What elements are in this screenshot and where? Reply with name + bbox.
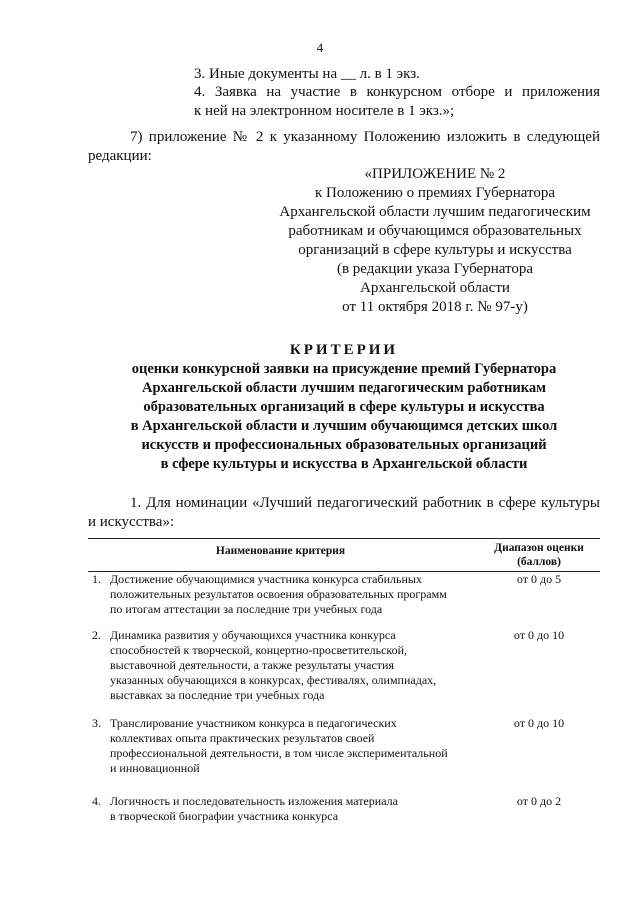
- row-range: от 0 до 10: [513, 716, 565, 730]
- subtitle-line-6: в сфере культуры и искусства в Архангельской области: [160, 456, 528, 472]
- criterion-line: Динамика развития у обучающихся участника конкурса: [110, 628, 396, 642]
- criterion-line: Достижение обучающимися участника конкурса стабильных: [110, 572, 422, 586]
- nomination-line-1: 1. Для номинации «Лучший педагогический работник в сфере культуры: [130, 495, 600, 511]
- criterion-line: указанных обучающихся в конкурсах, фестивалях, олимпиадах,: [110, 673, 437, 687]
- row-criterion: [110, 572, 485, 617]
- appendix-line-8: от 11 октября 2018 г. № 97-у): [342, 299, 528, 315]
- subtitle-line-2: Архангельской области лучшим педагогическим работникам: [142, 380, 546, 396]
- row-range: от 0 до 5: [516, 572, 562, 586]
- appendix-line-4: работникам и обучающимся образовательных: [288, 223, 582, 239]
- criteria-table: [88, 538, 600, 823]
- item-3: 3. Иные документы на __ л. в 1 экз.: [194, 66, 420, 82]
- item-4-line1: 4. Заявка на участие в конкурсном отборе и приложения: [194, 84, 600, 100]
- row-number: 4.: [92, 794, 101, 808]
- item-4-line2: к ней на электронном носителе в 1 экз.»;: [194, 103, 455, 119]
- appendix-line-3: Архангельской области лучшим педагогическим: [279, 204, 591, 220]
- subtitle-line-1: оценки конкурсной заявки на присуждение премий Губернатора: [131, 361, 557, 377]
- criterion-line: по итогам аттестации за последние три учебных года: [110, 602, 383, 616]
- row-range: от 0 до 10: [513, 628, 565, 642]
- criterion-line: профессиональной деятельности, в том числе экспериментальной: [110, 746, 448, 760]
- criterion-line: способностей к творческой, концертно-просветительской,: [110, 643, 408, 657]
- appendix-line-1: «ПРИЛОЖЕНИЕ № 2: [364, 166, 506, 182]
- row-criterion: [110, 716, 485, 776]
- row-number: 3.: [92, 716, 101, 730]
- row-number: 2.: [92, 628, 101, 642]
- subtitle-line-5: искусств и профессиональных образовательных организаций: [141, 437, 547, 453]
- criterion-line: Транслирование участником конкурса в педагогических: [110, 716, 397, 730]
- header-range-line-2: (баллов): [517, 556, 561, 568]
- appendix-line-5: организаций в сфере культуры и искусства: [298, 242, 572, 258]
- criterion-line: коллективах опыта практических результатов своей: [110, 731, 375, 745]
- page-number: 4: [316, 40, 324, 55]
- criterion-line: в творческой биографии участника конкурса: [110, 809, 339, 823]
- criterion-line: положительных результатов освоения образовательных программ: [110, 587, 447, 601]
- paragraph-7-line2: редакции:: [88, 148, 152, 164]
- row-number: 1.: [92, 572, 101, 586]
- criterion-line: и инновационной: [110, 761, 200, 775]
- row-criterion: [110, 628, 485, 703]
- row-range: от 0 до 2: [516, 794, 562, 808]
- row-criterion: [110, 794, 485, 824]
- paragraph-7-line1: 7) приложение № 2 к указанному Положению изложить в следующей: [130, 129, 600, 145]
- table-header: [88, 538, 600, 572]
- appendix-line-7: Архангельской области: [360, 280, 510, 296]
- nomination-line-2: и искусства»:: [88, 514, 175, 530]
- subtitle-line-3: образовательных организаций в сфере культуры и искусства: [143, 399, 545, 415]
- header-range: [478, 541, 600, 569]
- header-range-line-1: Диапазон оценки: [494, 542, 584, 554]
- appendix-line-6: (в редакции указа Губернатора: [336, 261, 534, 277]
- criterion-line: Логичность и последовательность изложения материала: [110, 794, 398, 808]
- appendix-line-2: к Положению о премиях Губернатора: [314, 185, 556, 201]
- subtitle-line-4: в Архангельской области и лучшим обучающимся детских школ: [130, 418, 558, 434]
- criterion-line: выставках за последние три учебных года: [110, 688, 325, 702]
- header-criteria: Наименование критерия: [215, 545, 346, 557]
- criterion-line: выставочной деятельности, а также результаты участия: [110, 658, 394, 672]
- criteria-title: КРИТЕРИИ: [289, 342, 399, 358]
